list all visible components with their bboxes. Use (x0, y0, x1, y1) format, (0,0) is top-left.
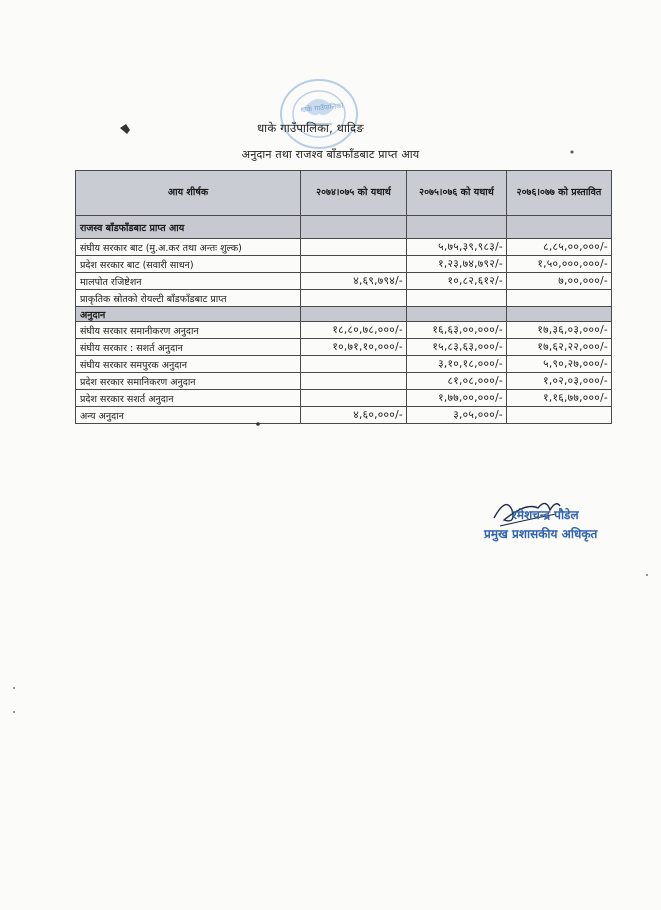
row-label: प्रदेश सरकार सशर्त अनुदान (76, 390, 301, 407)
cell-proposed-2076: १,१६,७७,०००/- (507, 390, 612, 407)
cell-actual-2074: १८,८०,७८,०००/- (301, 322, 407, 339)
cell-actual-2075: १,७७,००,०००/- (407, 390, 507, 407)
row-label: संघीय सरकार बाट (मु.अ.कर तथा अन्तः शुल्क) (76, 239, 301, 256)
cell-proposed-2076: ५,९०,२७,०००/- (507, 356, 612, 373)
cell-actual-2075: ३,०५,०००/- (407, 407, 507, 424)
cell-proposed-2076: १७,३६,०३,०००/- (507, 322, 612, 339)
office-title: धाके गाउँपालिका, धादिङ (257, 121, 364, 135)
cell-proposed-2076: १,०२,०३,०००/- (507, 373, 612, 390)
speck (256, 422, 260, 426)
col-header-actual-2074: २०७४।०७५ को यथार्थ (301, 171, 407, 216)
section-title: अनुदान (76, 307, 301, 322)
row-label: संघीय सरकार : सशर्त अनुदान (76, 339, 301, 356)
signatory-name: रमेशचन्द्र पौडेल (512, 508, 579, 522)
ink-blot (120, 124, 130, 134)
cell-actual-2075: ५,७५,३९,९८३/- (407, 239, 507, 256)
row-label: संघीय सरकार समानीकरण अनुदान (76, 322, 301, 339)
signatory-role: प्रमुख प्रशासकीय अधिकृत (484, 527, 598, 541)
row-label: प्राकृतिक स्रोतको रोयल्टी बाँडफाँडबाट प्राप्त (76, 290, 301, 307)
cell-actual-2075: १०,८२,६१२/- (407, 273, 507, 290)
speck (646, 574, 648, 576)
cell-actual-2074: ४,६९,७९४/- (301, 273, 407, 290)
row-label: मालपोत रजिष्टेशन (76, 273, 301, 290)
seal-text: धाके गाउँपालिका (300, 101, 344, 115)
cell-proposed-2076: १,५०,०००,०००/- (507, 256, 612, 273)
speck (571, 151, 574, 154)
cell-proposed-2076: ७,००,०००/- (507, 273, 612, 290)
cell-proposed-2076: ८,८५,००,०००/- (507, 239, 612, 256)
cell-actual-2075: १५,८३,६३,०००/- (407, 339, 507, 356)
speck (13, 711, 15, 713)
cell-proposed-2076: १७,६२,२२,०००/- (507, 339, 612, 356)
row-label: अन्य अनुदान (76, 407, 301, 424)
col-header-actual-2075: २०७५।०७६ को यथार्थ (407, 171, 507, 216)
row-label: प्रदेश सरकार बाट (सवारी साधन) (76, 256, 301, 273)
cell-actual-2075: ८१,०८,०००/- (407, 373, 507, 390)
col-header-title: आय शीर्षक (76, 171, 301, 216)
speck (13, 687, 15, 689)
cell-actual-2074: ४,६०,०००/- (301, 407, 407, 424)
col-header-proposed-2076: २०७६।०७७ को प्रस्तावित (507, 171, 612, 216)
document-subtitle: अनुदान तथा राजश्व बाँडफाँडबाट प्राप्त आय (241, 148, 420, 161)
row-label: संघीय सरकार समपुरक अनुदान (76, 356, 301, 373)
row-label: प्रदेश सरकार समानिकरण अनुदान (76, 373, 301, 390)
cell-actual-2075: ३,१०,१८,०००/- (407, 356, 507, 373)
cell-actual-2074: १०,७१,१०,०००/- (301, 339, 407, 356)
section-title: राजस्व बाँडफाँडबाट प्राप्त आय (76, 216, 301, 239)
cell-actual-2075: १,२३,७४,७९२/- (407, 256, 507, 273)
cell-actual-2075: १६,६३,००,०००/- (407, 322, 507, 339)
